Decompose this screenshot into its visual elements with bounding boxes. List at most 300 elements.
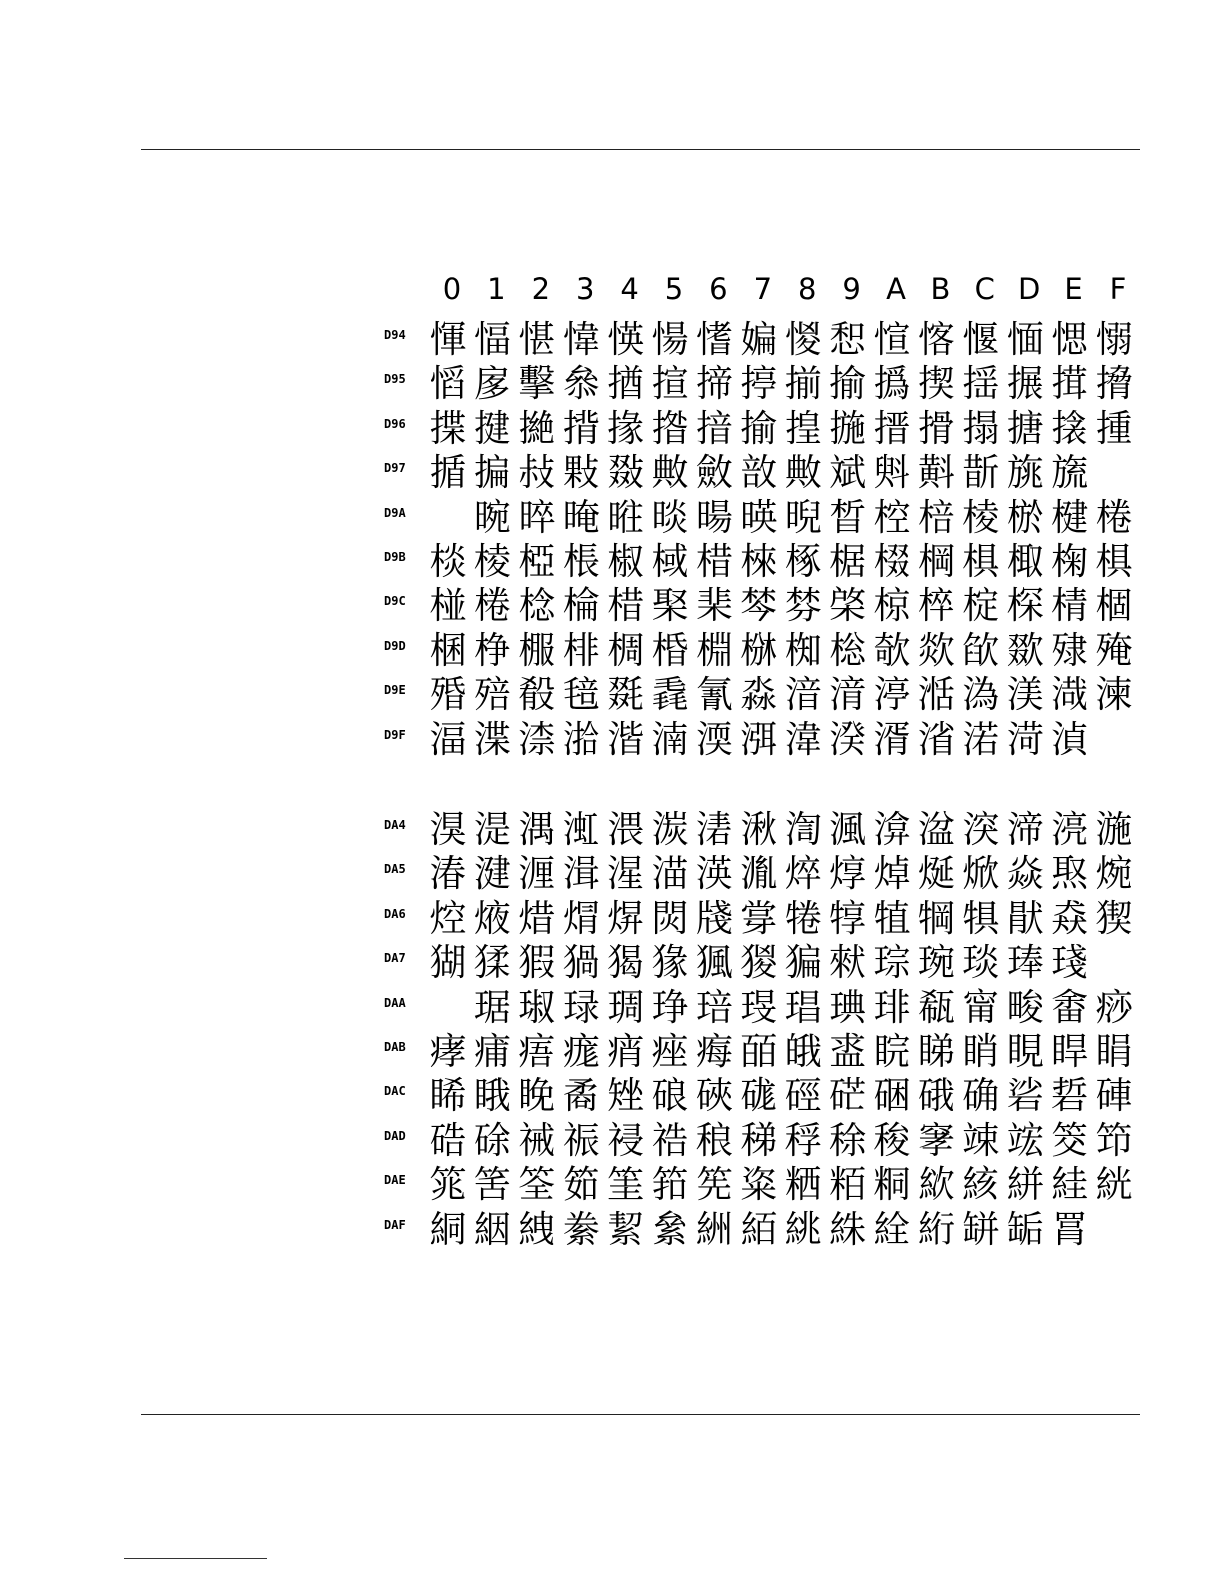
- row-code-label: DA4: [384, 818, 406, 832]
- glyph-cell: 氰: [695, 673, 733, 717]
- glyph-cell: 筎: [562, 1163, 600, 1207]
- glyph-cell: 湀: [829, 717, 867, 761]
- glyph-cell: 毰: [562, 673, 600, 717]
- glyph-cell: 棶: [740, 539, 778, 583]
- column-header: [430, 271, 1140, 307]
- glyph-cell: 惾: [784, 318, 822, 361]
- glyph-cell: 棴: [518, 628, 556, 672]
- glyph-cell: 揄: [740, 406, 778, 450]
- row-code-label: D96: [384, 416, 406, 431]
- glyph-cell: 渢: [829, 808, 867, 851]
- glyph-cell: 殗: [1095, 628, 1133, 672]
- table-row: [384, 808, 1144, 852]
- glyph-cell: 旐: [1006, 451, 1044, 495]
- glyph-cell: 焺: [607, 896, 645, 940]
- glyph-cell: 渼: [1006, 673, 1044, 717]
- glyph-cell: 焠: [784, 852, 822, 896]
- glyph-cell: 筈: [473, 1163, 511, 1207]
- glyph-cell: 猱: [473, 941, 511, 985]
- glyph-cell: 犉: [829, 896, 867, 940]
- glyph-cell: 缾: [962, 1207, 1000, 1251]
- row-code-label: DA6: [384, 906, 406, 921]
- glyph-cell: 猵: [784, 941, 822, 985]
- table-row: [384, 362, 1144, 406]
- glyph-cell: 渨: [607, 808, 645, 851]
- glyph-cell: 笻: [1095, 1118, 1133, 1162]
- glyph-cell: 祳: [562, 1118, 600, 1162]
- glyph-cell: 湉: [917, 673, 955, 717]
- glyph-cell: 絘: [917, 1163, 955, 1207]
- glyph-cell: 搪: [1006, 406, 1044, 450]
- glyph-cell: 硩: [1051, 1074, 1089, 1118]
- glyph-cell: 痟: [607, 1029, 645, 1073]
- glyph-cell: 椈: [1051, 539, 1089, 583]
- glyph-cell: 琩: [784, 985, 822, 1029]
- glyph-cell: 渟: [873, 673, 911, 717]
- glyph-cell: 椇: [1095, 539, 1133, 583]
- glyph-cell: 犅: [917, 896, 955, 940]
- glyph-cell: 棞: [429, 628, 467, 672]
- glyph-cell: 焛: [651, 896, 689, 940]
- glyph-cell: 琚: [473, 985, 511, 1029]
- glyph-cell: 痤: [651, 1029, 689, 1073]
- glyph-cell: 湒: [562, 852, 600, 896]
- glyph-cell: 搢: [873, 406, 911, 450]
- glyph-cell: 欼: [1006, 628, 1044, 672]
- glyph-cell: 絔: [740, 1207, 778, 1251]
- glyph-cell: 撧: [518, 406, 556, 450]
- column-header-label: 6: [709, 272, 728, 306]
- glyph-cell: 渱: [562, 808, 600, 851]
- row-code-label: DAB: [384, 1039, 406, 1054]
- table-row: [384, 673, 1144, 717]
- glyph-cell: 毲: [607, 673, 645, 717]
- glyph-cell: 猰: [1095, 896, 1133, 940]
- glyph-cell: 揃: [784, 362, 822, 406]
- glyph-cell: 湇: [829, 673, 867, 717]
- column-header-label: 1: [487, 272, 506, 306]
- column-header-label: D: [1018, 272, 1041, 306]
- glyph-cell: 琡: [518, 985, 556, 1029]
- glyph-cell: 搨: [962, 406, 1000, 450]
- glyph-cell: 絒: [695, 1207, 733, 1251]
- row-code-label: DAC: [384, 1084, 406, 1099]
- glyph-cell: 絖: [1095, 1163, 1133, 1207]
- row-code-label: D9C: [384, 594, 406, 609]
- glyph-cell: 棽: [740, 584, 778, 628]
- glyph-cell: 棖: [562, 539, 600, 583]
- glyph-cell: 揺: [962, 362, 1000, 406]
- top-rule: [141, 149, 1140, 150]
- glyph-cell: 矬: [607, 1074, 645, 1118]
- table-row: [384, 897, 1144, 941]
- glyph-cell: 揘: [784, 406, 822, 450]
- glyph-cell: 湞: [1051, 717, 1089, 761]
- glyph-cell: 硜: [784, 1074, 822, 1118]
- glyph-cell: 湫: [740, 808, 778, 851]
- glyph-cell: 揵: [473, 406, 511, 450]
- code-table-block-1: [384, 318, 1144, 762]
- glyph-cell: 愝: [962, 318, 1000, 361]
- glyph-cell: 渳: [740, 717, 778, 761]
- glyph-cell: 筀: [607, 1163, 645, 1207]
- glyph-cell: 焯: [873, 852, 911, 896]
- glyph-cell: 棤: [607, 584, 645, 628]
- glyph-cell: 硨: [1095, 1074, 1133, 1118]
- row-code-label: D9D: [384, 638, 406, 653]
- glyph-cell: 湚: [740, 852, 778, 896]
- row-code-label: D94: [384, 328, 406, 342]
- glyph-cell: 棳: [873, 539, 911, 583]
- glyph-cell: 扅: [473, 362, 511, 406]
- glyph-cell: 絜: [607, 1207, 645, 1251]
- table-row: [384, 451, 1144, 495]
- row-code-label: DAA: [384, 995, 406, 1010]
- glyph-cell: 愇: [562, 318, 600, 361]
- glyph-cell: 敠: [607, 451, 645, 495]
- glyph-cell: 湢: [429, 717, 467, 761]
- glyph-cell: 絫: [651, 1207, 689, 1251]
- glyph-cell: 稃: [784, 1118, 822, 1162]
- bottom-rule: [141, 1414, 1140, 1415]
- glyph-cell: 敨: [740, 451, 778, 495]
- column-header-label: 4: [620, 272, 639, 306]
- glyph-cell: 畬: [1051, 985, 1089, 1029]
- glyph-cell: 渰: [873, 808, 911, 851]
- glyph-cell: 絎: [917, 1207, 955, 1251]
- glyph-cell: 硤: [695, 1074, 733, 1118]
- column-header-label: 0: [442, 272, 462, 306]
- glyph-cell: 皕: [740, 1029, 778, 1073]
- glyph-cell: 愥: [607, 318, 645, 361]
- glyph-cell: 斢: [917, 451, 955, 495]
- glyph-cell: 牚: [740, 896, 778, 940]
- glyph-cell: 愖: [518, 318, 556, 361]
- footnote-rule: [124, 1558, 267, 1559]
- column-header-label: E: [1064, 272, 1083, 306]
- glyph-cell: 硪: [917, 1074, 955, 1118]
- glyph-cell: 揨: [740, 362, 778, 406]
- column-header-label: 8: [797, 272, 817, 306]
- glyph-cell: 敟: [651, 451, 689, 495]
- glyph-cell: 睋: [473, 1074, 511, 1118]
- glyph-cell: 湱: [695, 808, 733, 851]
- glyph-cell: 揙: [473, 451, 511, 495]
- glyph-cell: 粨: [829, 1163, 867, 1207]
- glyph-cell: 棦: [473, 628, 511, 672]
- glyph-cell: 猋: [1051, 896, 1089, 940]
- glyph-cell: 敟: [784, 451, 822, 495]
- glyph-cell: 硰: [1006, 1074, 1044, 1118]
- glyph-cell: 揝: [651, 406, 689, 450]
- glyph-cell: 暘: [695, 495, 733, 539]
- glyph-cell: 硱: [873, 1074, 911, 1118]
- glyph-cell: 祰: [651, 1118, 689, 1162]
- glyph-cell: 晼: [473, 495, 511, 539]
- glyph-cell: 殕: [473, 673, 511, 717]
- glyph-cell: 斞: [873, 451, 911, 495]
- glyph-cell: 甯: [962, 985, 1000, 1029]
- glyph-cell: 搌: [1006, 362, 1044, 406]
- column-header-label: 7: [753, 272, 773, 306]
- glyph-cell: 犈: [784, 896, 822, 940]
- glyph-cell: 椕: [740, 628, 778, 672]
- glyph-cell: 揂: [607, 362, 645, 406]
- table-row: [384, 1163, 1144, 1207]
- glyph-cell: 竦: [962, 1118, 1000, 1162]
- table-row: [384, 852, 1144, 896]
- table-row: [384, 718, 1144, 762]
- glyph-cell: 絩: [784, 1207, 822, 1251]
- glyph-cell: 晬: [518, 495, 556, 539]
- glyph-cell: 焣: [1051, 852, 1089, 896]
- glyph-cell: 犋: [962, 896, 1000, 940]
- glyph-cell: 絯: [962, 1163, 1000, 1207]
- glyph-cell: 擊: [518, 362, 556, 406]
- glyph-cell: 棩: [695, 628, 733, 672]
- glyph-cell: 絟: [873, 1207, 911, 1251]
- glyph-cell: 湦: [607, 852, 645, 896]
- glyph-cell: 湸: [1051, 808, 1089, 851]
- glyph-cell: 椇: [962, 539, 1000, 583]
- glyph-cell: 猌: [829, 941, 867, 985]
- table-row: [384, 986, 1144, 1030]
- glyph-cell: 矞: [562, 1074, 600, 1118]
- glyph-cell: 硞: [429, 1118, 467, 1162]
- glyph-cell: 溈: [962, 673, 1000, 717]
- glyph-cell: 渜: [695, 717, 733, 761]
- column-header-label: 3: [575, 272, 595, 306]
- table-row: [384, 1030, 1144, 1074]
- glyph-cell: 筌: [518, 1163, 556, 1207]
- glyph-cell: 焞: [829, 852, 867, 896]
- glyph-cell: 斂: [695, 451, 733, 495]
- glyph-cell: 稊: [740, 1118, 778, 1162]
- table-row: [384, 584, 1144, 628]
- glyph-cell: 殙: [429, 673, 467, 717]
- table-row: [384, 540, 1144, 584]
- glyph-cell: 湁: [562, 717, 600, 761]
- glyph-cell: 牋: [695, 896, 733, 940]
- glyph-cell: 絣: [1006, 1163, 1044, 1207]
- column-header-label: C: [974, 272, 995, 306]
- glyph-cell: 琝: [740, 985, 778, 1029]
- glyph-cell: 愊: [473, 318, 511, 361]
- table-row: [384, 1119, 1144, 1163]
- row-code-label: DA7: [384, 951, 406, 966]
- glyph-cell: 愘: [917, 318, 955, 361]
- glyph-cell: 惲: [429, 318, 467, 361]
- glyph-cell: 椓: [784, 539, 822, 583]
- glyph-cell: 硠: [651, 1074, 689, 1118]
- glyph-cell: 椒: [607, 539, 645, 583]
- glyph-cell: 毳: [651, 673, 689, 717]
- glyph-cell: 愵: [1095, 318, 1133, 361]
- glyph-cell: 暎: [740, 495, 778, 539]
- glyph-cell: 楗: [1051, 495, 1089, 539]
- glyph-cell: 烻: [917, 852, 955, 896]
- glyph-cell: 硥: [740, 1074, 778, 1118]
- glyph-cell: 揰: [1095, 406, 1133, 450]
- glyph-cell: 殽: [518, 673, 556, 717]
- glyph-cell: 絑: [829, 1207, 867, 1251]
- glyph-cell: 撝: [873, 362, 911, 406]
- glyph-cell: 筄: [429, 1163, 467, 1207]
- glyph-cell: 痦: [518, 1029, 556, 1073]
- glyph-cell: 敊: [518, 451, 556, 495]
- glyph-cell: 揹: [562, 406, 600, 450]
- column-header-label: B: [930, 272, 951, 306]
- glyph-cell: 缿: [1006, 1207, 1044, 1251]
- glyph-cell: 琤: [651, 985, 689, 1029]
- glyph-cell: 絭: [562, 1207, 600, 1251]
- glyph-cell: 筘: [651, 1163, 689, 1207]
- glyph-cell: 焱: [1006, 852, 1044, 896]
- glyph-cell: 畯: [1006, 985, 1044, 1029]
- glyph-cell: 棫: [651, 539, 689, 583]
- glyph-cell: 焢: [429, 896, 467, 940]
- glyph-cell: 椆: [607, 628, 645, 672]
- glyph-cell: 睄: [962, 1029, 1000, 1073]
- glyph-cell: 痡: [473, 1029, 511, 1073]
- glyph-cell: 确: [962, 1074, 1000, 1118]
- glyph-cell: 湝: [607, 717, 645, 761]
- glyph-cell: 晱: [651, 495, 689, 539]
- table-row: [384, 407, 1144, 451]
- glyph-cell: 猦: [695, 941, 733, 985]
- glyph-cell: 惒: [829, 318, 867, 361]
- table-row: [384, 496, 1144, 540]
- glyph-cell: 棐: [695, 584, 733, 628]
- glyph-cell: 棆: [562, 584, 600, 628]
- glyph-cell: 渻: [917, 717, 955, 761]
- glyph-cell: 搑: [1051, 362, 1089, 406]
- glyph-cell: 棔: [651, 628, 689, 672]
- glyph-cell: 琣: [695, 985, 733, 1029]
- glyph-cell: 睌: [518, 1074, 556, 1118]
- glyph-cell: 欿: [962, 628, 1000, 672]
- glyph-cell: 椗: [962, 584, 1000, 628]
- glyph-cell: 筅: [695, 1163, 733, 1207]
- glyph-cell: 棡: [917, 539, 955, 583]
- glyph-cell: 湡: [518, 808, 556, 851]
- glyph-cell: 揳: [917, 362, 955, 406]
- glyph-cell: 湤: [1095, 808, 1133, 851]
- glyph-cell: 湥: [962, 808, 1000, 851]
- glyph-cell: 焮: [962, 852, 1000, 896]
- glyph-cell: 湳: [651, 717, 689, 761]
- glyph-cell: 粢: [740, 1163, 778, 1207]
- glyph-cell: 琮: [873, 941, 911, 985]
- glyph-cell: 椌: [873, 495, 911, 539]
- glyph-cell: 斮: [962, 451, 1000, 495]
- glyph-cell: 欻: [917, 628, 955, 672]
- glyph-cell: 犆: [873, 896, 911, 940]
- glyph-cell: 愃: [873, 318, 911, 361]
- glyph-cell: 焟: [518, 896, 556, 940]
- glyph-cell: 痧: [1095, 985, 1133, 1029]
- glyph-cell: 渶: [695, 852, 733, 896]
- glyph-cell: 焨: [562, 896, 600, 940]
- glyph-cell: 揥: [695, 362, 733, 406]
- glyph-cell: 皒: [784, 1029, 822, 1073]
- glyph-cell: 欹: [873, 628, 911, 672]
- glyph-cell: 揞: [695, 406, 733, 450]
- glyph-cell: 痗: [695, 1029, 733, 1073]
- glyph-cell: 湓: [917, 808, 955, 851]
- glyph-cell: 猳: [518, 941, 556, 985]
- row-code-label: D9B: [384, 549, 406, 564]
- glyph-cell: 棷: [1006, 539, 1044, 583]
- glyph-cell: 稂: [695, 1118, 733, 1162]
- glyph-cell: 睅: [1051, 1029, 1089, 1073]
- glyph-cell: 睎: [429, 1074, 467, 1118]
- glyph-cell: 瓻: [917, 985, 955, 1029]
- table-row: [384, 318, 1144, 362]
- glyph-cell: 晳: [829, 495, 867, 539]
- glyph-cell: 渿: [518, 717, 556, 761]
- glyph-cell: 棨: [829, 584, 867, 628]
- glyph-cell: 搚: [1095, 362, 1133, 406]
- glyph-cell: 棪: [429, 539, 467, 583]
- glyph-cell: 棈: [1051, 584, 1089, 628]
- glyph-cell: 晲: [784, 495, 822, 539]
- glyph-cell: 祲: [607, 1118, 645, 1162]
- glyph-cell: 痚: [429, 1029, 467, 1073]
- glyph-cell: 窙: [917, 1118, 955, 1162]
- glyph-cell: 搰: [917, 406, 955, 450]
- glyph-cell: 琬: [917, 941, 955, 985]
- glyph-cell: 愓: [651, 318, 689, 361]
- glyph-cell: 椪: [429, 584, 467, 628]
- column-header-label: 5: [664, 272, 684, 306]
- glyph-cell: 睍: [1006, 1029, 1044, 1073]
- glyph-cell: 湷: [429, 852, 467, 896]
- glyph-cell: 棸: [651, 584, 689, 628]
- glyph-cell: 椊: [917, 584, 955, 628]
- glyph-cell: 稌: [829, 1118, 867, 1162]
- glyph-cell: 琠: [829, 985, 867, 1029]
- glyph-cell: 睇: [917, 1029, 955, 1073]
- glyph-cell: 祴: [518, 1118, 556, 1162]
- glyph-cell: 棎: [1006, 584, 1044, 628]
- glyph-cell: 睊: [1095, 1029, 1133, 1073]
- glyph-cell: 猧: [562, 941, 600, 985]
- glyph-cell: 敤: [562, 451, 600, 495]
- row-code-label: DAF: [384, 1217, 406, 1232]
- glyph-cell: 棱: [473, 539, 511, 583]
- glyph-cell: 猢: [429, 941, 467, 985]
- glyph-cell: 棬: [473, 584, 511, 628]
- glyph-cell: 琭: [562, 985, 600, 1029]
- glyph-cell: 硭: [829, 1074, 867, 1118]
- glyph-cell: 搇: [1051, 406, 1089, 450]
- glyph-cell: 棓: [917, 495, 955, 539]
- glyph-cell: 棇: [829, 628, 867, 672]
- glyph-cell: 湨: [429, 808, 467, 851]
- glyph-cell: 渹: [784, 808, 822, 851]
- glyph-cell: [426, 986, 470, 1030]
- column-header-label: 9: [842, 272, 861, 306]
- glyph-cell: 揗: [429, 451, 467, 495]
- glyph-cell: 焥: [1095, 852, 1133, 896]
- glyph-cell: 棬: [1095, 495, 1133, 539]
- glyph-cell: 琖: [1051, 941, 1089, 985]
- glyph-cell: 椋: [873, 584, 911, 628]
- glyph-cell: 愭: [695, 318, 733, 361]
- code-table-block-2: [384, 808, 1144, 1252]
- glyph-cell: 湅: [1095, 673, 1133, 717]
